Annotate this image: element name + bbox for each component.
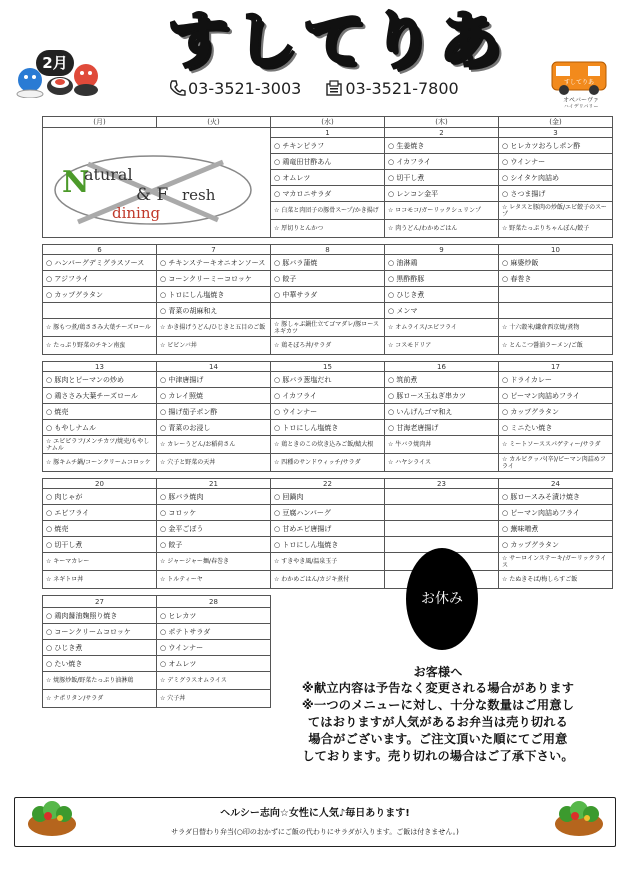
gap-cell <box>157 589 271 596</box>
menu-item: ○ もやしナムル <box>43 420 157 436</box>
menu-item: ○ シイタケ肉詰め <box>499 170 613 186</box>
gap-cell <box>385 472 499 479</box>
date-cell: 15 <box>271 362 385 372</box>
date-cell: 1 <box>271 128 385 138</box>
special-menu: ☆ 鶏ときのこの炊き込みご飯/鯖大根 <box>271 436 385 454</box>
empty-cell <box>271 624 385 640</box>
menu-item: ○ 切干し煮 <box>385 170 499 186</box>
item-row <box>43 420 613 436</box>
menu-item: ○ トロにしん塩焼き <box>157 287 271 303</box>
item-row <box>43 404 613 420</box>
menu-item: ○ 黒酢酢豚 <box>385 271 499 287</box>
menu-item: ○ ウインナー <box>157 640 271 656</box>
menu-item: ○ ヒレカツ <box>157 608 271 624</box>
special-menu: ☆ キーマカレー <box>43 553 157 571</box>
date-cell <box>157 128 271 138</box>
item-row <box>43 489 613 505</box>
special-menu: ☆ サーロインステーキ/ガーリックライス <box>499 553 613 571</box>
menu-item: ○ ポテトサラダ <box>157 624 271 640</box>
weekday-header: (月) <box>43 117 157 128</box>
salad-bowl-icon <box>26 794 78 838</box>
special-menu: ☆ とんこつ醤油ラーメン/ご飯 <box>499 337 613 355</box>
menu-item <box>271 303 385 319</box>
item-row <box>43 537 613 553</box>
gap-cell <box>385 238 499 245</box>
holiday-badge: お休み <box>406 548 478 650</box>
date-row <box>43 479 613 489</box>
date-cell: 28 <box>157 596 271 608</box>
week-gap <box>43 472 613 479</box>
item-row <box>43 640 613 656</box>
customer-notice <box>272 664 604 776</box>
menu-item <box>43 303 157 319</box>
date-cell: 7 <box>157 245 271 255</box>
menu-item: ○ 青菜のお浸し <box>157 420 271 436</box>
special-menu: ☆ ロコモコ/ガーリックシュリンプ <box>385 202 499 220</box>
special-menu: ☆ 四種のサンドウィッチ/サラダ <box>271 454 385 472</box>
menu-item: ○ チキンステーキオニオンソース <box>157 255 271 271</box>
special-menu: ☆ わかめごはん/カジキ煮付 <box>271 571 385 589</box>
date-cell: 14 <box>157 362 271 372</box>
menu-item: ○ 金平ごぼう <box>157 521 271 537</box>
menu-item: ○ 豚バラ葱塩だれ <box>271 372 385 388</box>
menu-item: ○ 生姜焼き <box>385 138 499 154</box>
menu-item: ○ 焼売 <box>43 521 157 537</box>
empty-cell <box>271 608 385 624</box>
month-label: 2月 <box>36 50 74 76</box>
date-row <box>43 362 613 372</box>
gap-cell <box>157 355 271 362</box>
gap-cell <box>157 238 271 245</box>
special-row <box>43 454 613 472</box>
menu-item: ○ オムレツ <box>157 656 271 672</box>
gap-cell <box>271 589 385 596</box>
special-menu: ☆ 野菜たっぷりちゃんぽん/餃子 <box>499 220 613 238</box>
menu-item: ○ たい焼き <box>43 656 157 672</box>
date-row <box>43 128 613 138</box>
menu-item: ○ カップグラタン <box>499 404 613 420</box>
fax-number[interactable]: 03-3521-7800 <box>345 79 459 98</box>
menu-item: ○ アジフライ <box>43 271 157 287</box>
empty-cell <box>271 596 385 608</box>
date-cell: 23 <box>385 479 499 489</box>
svg-text:すしてりあ: すしてりあ <box>563 79 595 86</box>
menu-item: ○ トロにしん塩焼き <box>271 420 385 436</box>
menu-item: ○ カップグラタン <box>499 537 613 553</box>
logo-resh: resh <box>182 186 216 204</box>
menu-item: ○ 豚バラ焼肉 <box>157 489 271 505</box>
date-cell: 27 <box>43 596 157 608</box>
weekday-header: (火) <box>157 117 271 128</box>
special-menu: ☆ エビピラフ/メンチカツ/焼売/もやしナムル <box>43 436 157 454</box>
date-cell <box>43 128 157 138</box>
item-row <box>43 372 613 388</box>
fax-icon <box>325 79 343 97</box>
menu-item: ○ カレイ照焼 <box>157 388 271 404</box>
date-cell: 9 <box>385 245 499 255</box>
menu-item: ○ イカフライ <box>271 388 385 404</box>
logo-and-f: & F <box>136 185 169 205</box>
menu-item: ○ 肉じゃが <box>43 489 157 505</box>
gap-cell <box>43 238 157 245</box>
date-cell: 3 <box>499 128 613 138</box>
date-row <box>43 596 613 608</box>
special-menu: ☆ ナポリタン/サラダ <box>43 690 157 708</box>
item-row <box>43 608 613 624</box>
menu-item: ○ コロッケ <box>157 505 271 521</box>
menu-item: ○ 揚げ茄子ポン酢 <box>157 404 271 420</box>
special-menu: ☆ 豚もつ煮/鶏ささみ大葉チーズロール <box>43 319 157 337</box>
date-cell: 16 <box>385 362 499 372</box>
menu-item: ○ ウインナー <box>271 404 385 420</box>
item-row <box>43 287 613 303</box>
item-row <box>43 624 613 640</box>
menu-item: ○ 春巻き <box>499 271 613 287</box>
special-menu: ☆ ビビンバ丼 <box>157 337 271 355</box>
tel-number[interactable]: 03-3521-3003 <box>188 79 302 98</box>
gap-cell <box>385 355 499 362</box>
menu-item: ○ チキンピラフ <box>271 138 385 154</box>
special-menu: ☆ たぬきそば/梅しらすご飯 <box>499 571 613 589</box>
menu-item: ○ 餃子 <box>157 537 271 553</box>
menu-item: ○ 豚バラ蒲焼 <box>271 255 385 271</box>
date-cell: 10 <box>499 245 613 255</box>
menu-item: ○ カップグラタン <box>43 287 157 303</box>
special-menu: ☆ ミートソーススパゲティー/サラダ <box>499 436 613 454</box>
weekday-header: (金) <box>499 117 613 128</box>
notice-line: 場合がございます。ご注文頂いた順にてご用意 <box>308 732 568 746</box>
gap-cell <box>499 355 613 362</box>
item-row <box>43 303 613 319</box>
special-menu: ☆ トルティーヤ <box>157 571 271 589</box>
special-menu: ☆ ネギトロ丼 <box>43 571 157 589</box>
salad-bowl-icon <box>553 794 605 838</box>
special-row <box>43 337 613 355</box>
empty-cell <box>499 596 613 608</box>
menu-item: ○ ウインナー <box>499 154 613 170</box>
logo-natural: atural <box>84 165 133 184</box>
menu-item <box>499 303 613 319</box>
shop-title: すしてりあ <box>166 4 507 77</box>
item-row <box>43 505 613 521</box>
svg-text:オペバーヴァ: オペバーヴァ <box>563 97 599 104</box>
menu-item: ○ 青菜の胡麻和え <box>157 303 271 319</box>
special-menu: ☆ 白菜と肉団子の豚骨スープ/かき揚げ <box>271 202 385 220</box>
special-menu: ☆ 穴子丼 <box>157 690 271 708</box>
special-row <box>43 436 613 454</box>
empty-cell <box>499 608 613 624</box>
item-row <box>43 271 613 287</box>
special-menu: ☆ 豚しゃぶ鍋仕立てゴマダレ/豚ロースネギカツ <box>271 319 385 337</box>
menu-item: ○ イカフライ <box>385 154 499 170</box>
menu-item: ○ さつま揚げ <box>499 186 613 202</box>
gap-cell <box>499 472 613 479</box>
date-cell: 8 <box>271 245 385 255</box>
gap-cell <box>499 238 613 245</box>
notice-line: しております。売り切れの場合はご了承下さい。 <box>302 749 574 763</box>
menu-item <box>385 505 499 521</box>
menu-item: ○ 餃子 <box>271 271 385 287</box>
special-menu: ☆ ジャージャー麺/春巻き <box>157 553 271 571</box>
date-cell: 2 <box>385 128 499 138</box>
special-menu: ☆ 厚切りとんかつ <box>271 220 385 238</box>
gap-cell <box>271 238 385 245</box>
item-row <box>43 388 613 404</box>
gap-cell <box>43 472 157 479</box>
special-menu: ☆ デミグラスオムライス <box>157 672 271 690</box>
empty-cell <box>499 640 613 656</box>
salad-bento-footer <box>14 797 616 847</box>
date-cell: 13 <box>43 362 157 372</box>
menu-item: ○ 中華サラダ <box>271 287 385 303</box>
menu-item <box>499 287 613 303</box>
date-cell: 17 <box>499 362 613 372</box>
menu-item: ○ 豆腐ハンバーグ <box>271 505 385 521</box>
date-cell: 6 <box>43 245 157 255</box>
menu-item: ○ ハンバーグデミグラスソース <box>43 255 157 271</box>
special-menu: ☆ カレーうどん/お稲荷さん <box>157 436 271 454</box>
notice-title: お客様へ <box>413 665 463 679</box>
phone-icon <box>168 79 186 97</box>
week-gap <box>43 238 613 245</box>
week-gap <box>43 589 613 596</box>
menu-item: ○ ピーマン肉詰めフライ <box>499 388 613 404</box>
special-menu: ☆ 焼豚炒飯/野菜たっぷり油淋鶏 <box>43 672 157 690</box>
svg-text:ハイデリバリー: ハイデリバリー <box>563 104 599 108</box>
footer-subline: サラダ日替わり弁当(○印のおかずにご飯の代わりにサラダが入ります。ご飯は付きません。) <box>171 828 459 836</box>
contact-row <box>168 78 459 100</box>
empty-cell <box>271 640 385 656</box>
logo-initial-n: N <box>62 165 90 200</box>
date-cell: 24 <box>499 479 613 489</box>
special-menu: ☆ 鶏そぼろ丼/サラダ <box>271 337 385 355</box>
menu-item: ○ 筑前煮 <box>385 372 499 388</box>
weekday-header: (水) <box>271 117 385 128</box>
month-badge <box>12 46 104 98</box>
menu-item <box>385 521 499 537</box>
menu-item: ○ ひじき煮 <box>43 640 157 656</box>
gap-cell <box>43 355 157 362</box>
special-row <box>43 553 613 571</box>
menu-item: ○ コーンクリーミーコロッケ <box>157 271 271 287</box>
notice-line: てはおりますが人気があるお弁当は売り切れる <box>307 715 569 729</box>
menu-item: ○ ミニたい焼き <box>499 420 613 436</box>
weekday-header: (木) <box>385 117 499 128</box>
notice-line: ※一つのメニューに対し、十分な数量はご用意し <box>301 698 575 712</box>
menu-item: ○ 切干し煮 <box>43 537 157 553</box>
menu-item: ○ コーンクリームコロッケ <box>43 624 157 640</box>
menu-item: ○ マカロニサラダ <box>271 186 385 202</box>
menu-item: ○ ドライカレー <box>499 372 613 388</box>
date-cell: 21 <box>157 479 271 489</box>
gap-cell <box>499 589 613 596</box>
special-menu: ☆ コスモドリア <box>385 337 499 355</box>
date-cell: 22 <box>271 479 385 489</box>
special-menu: ☆ すきやき風/温泉玉子 <box>271 553 385 571</box>
special-menu: ☆ かき揚げうどん/ひじきと五目のご飯 <box>157 319 271 337</box>
menu-item: ○ ヒレカツおろしポン酢 <box>499 138 613 154</box>
special-row <box>43 571 613 589</box>
menu-item: ○ 豚肉とピーマンの炒め <box>43 372 157 388</box>
item-row <box>43 521 613 537</box>
footer-headline: ヘルシー志向☆女性に人気♪毎日あります! <box>220 808 410 819</box>
menu-item: ○ エビフライ <box>43 505 157 521</box>
menu-item: ○ 蕪味噌煮 <box>499 521 613 537</box>
gap-cell <box>271 472 385 479</box>
delivery-van-icon <box>548 56 614 108</box>
menu-item: ○ ピーマン肉詰めフライ <box>499 505 613 521</box>
menu-item: ○ 麻婆炒飯 <box>499 255 613 271</box>
date-row <box>43 245 613 255</box>
special-menu: ☆ 牛バラ焼肉丼 <box>385 436 499 454</box>
menu-item: ○ メンマ <box>385 303 499 319</box>
empty-cell <box>499 624 613 640</box>
special-menu: ☆ 肉うどん/わかめごはん <box>385 220 499 238</box>
special-menu: ☆ 穴子と野菜の天丼 <box>157 454 271 472</box>
special-menu: ☆ ハヤシライス <box>385 454 499 472</box>
menu-item: ○ 鶏ささみ大葉チーズロール <box>43 388 157 404</box>
notice-line: ※献立内容は予告なく変更される場合があります <box>301 681 575 695</box>
special-row <box>43 319 613 337</box>
menu-item: ○ いんげんゴマ和え <box>385 404 499 420</box>
special-menu: ☆ レタスと豚肉の炒飯/エビ餃子のスープ <box>499 202 613 220</box>
menu-item: ○ 豚ロースみそ漬け焼き <box>499 489 613 505</box>
special-menu: ☆ オムライス/エビフライ <box>385 319 499 337</box>
gap-cell <box>271 355 385 362</box>
menu-item <box>385 489 499 505</box>
menu-item: ○ トロにしん塩焼き <box>271 537 385 553</box>
special-menu: ☆ 十六穀米/鎌倉西京焼/煮物 <box>499 319 613 337</box>
special-menu: ☆ カルビクッパ(辛)/ピーマン肉詰めフライ <box>499 454 613 472</box>
menu-item: ○ 豚ロース玉ねぎ串カツ <box>385 388 499 404</box>
menu-item: ○ 焼売 <box>43 404 157 420</box>
menu-item: ○ 甘めエビ唐揚げ <box>271 521 385 537</box>
logo-dining: dining <box>112 204 161 222</box>
menu-item: ○ 甘海老唐揚げ <box>385 420 499 436</box>
menu-item: ○ 中津唐揚げ <box>157 372 271 388</box>
menu-item: ○ ひじき煮 <box>385 287 499 303</box>
special-menu: ☆ たっぷり野菜のチキン南蛮 <box>43 337 157 355</box>
menu-item: ○ レンコン金平 <box>385 186 499 202</box>
special-menu: ☆ 豚キムチ鍋/コーンクリームコロッケ <box>43 454 157 472</box>
date-cell: 20 <box>43 479 157 489</box>
menu-item: ○ 鶏肉醤油麹照り焼き <box>43 608 157 624</box>
week-gap <box>43 355 613 362</box>
natural-fresh-dining-logo <box>48 148 258 232</box>
gap-cell <box>43 589 157 596</box>
menu-item: ○ 回鍋肉 <box>271 489 385 505</box>
item-row <box>43 255 613 271</box>
gap-cell <box>157 472 271 479</box>
menu-item: ○ 鶏竜田甘酢あん <box>271 154 385 170</box>
menu-item: ○ オムレツ <box>271 170 385 186</box>
weekday-row <box>43 117 613 128</box>
menu-item: ○ 油淋鶏 <box>385 255 499 271</box>
